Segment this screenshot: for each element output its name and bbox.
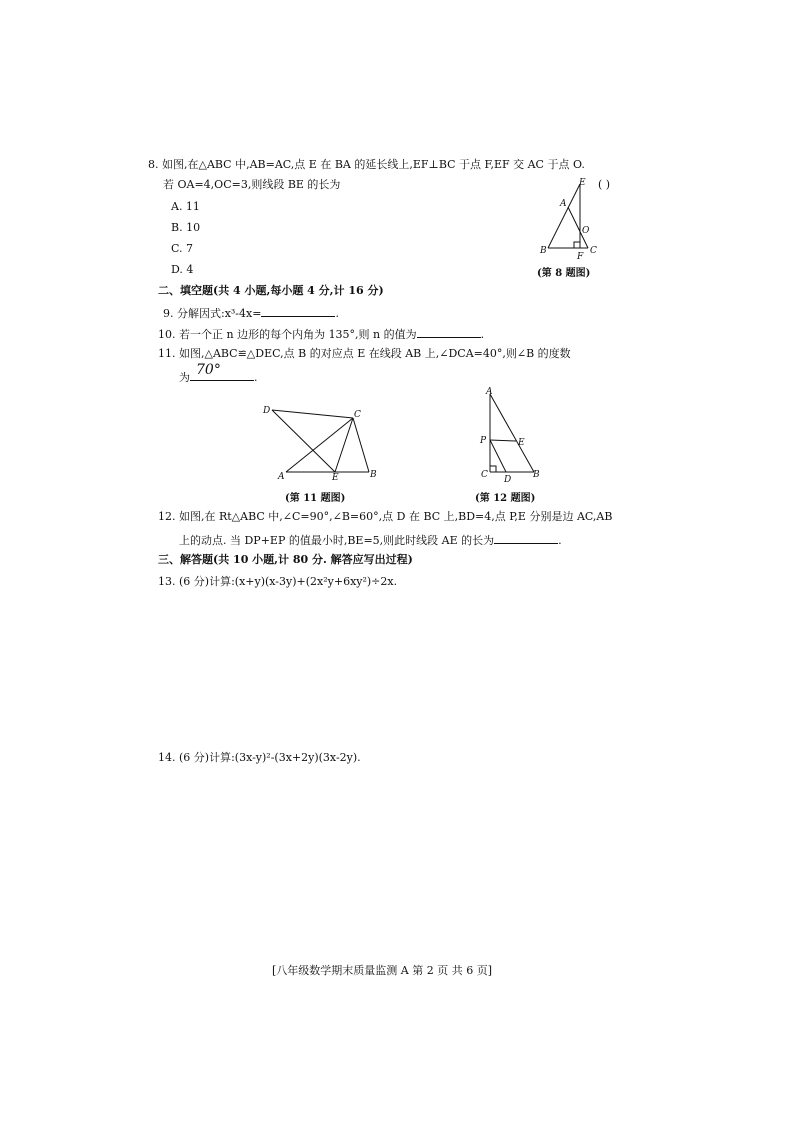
q8-option-c: C. 7 xyxy=(171,242,194,255)
q9-text: 9. 分解因式:x³-4x= xyxy=(163,307,262,320)
q12-figure xyxy=(474,386,544,486)
q8-answer-bracket: ( ) xyxy=(598,178,611,191)
q12-right-angle-mark xyxy=(490,466,496,472)
q12-segment-pd xyxy=(490,440,506,472)
q12-end: . xyxy=(558,534,562,547)
q11-end: . xyxy=(254,371,258,384)
q12-label-e: E xyxy=(518,438,525,448)
q11-segment-dc xyxy=(272,410,353,418)
q8-label-a: A xyxy=(560,199,567,209)
q14-answer-area[interactable] xyxy=(158,770,638,950)
section-3-heading: 三、解答题(共 10 小题,计 80 分. 解答应写出过程) xyxy=(158,553,413,566)
q12-segment-pe xyxy=(490,440,516,441)
q8-segment-be xyxy=(548,184,580,248)
q11-segment-de xyxy=(272,410,335,472)
q11-label-a: A xyxy=(278,472,285,480)
q13: 13. (6 分)计算:(x+y)(x-3y)+(2x²y+6xy²)÷2x. xyxy=(158,575,398,588)
q14: 14. (6 分)计算:(3x-y)²-(3x+2y)(3x-2y). xyxy=(158,751,361,764)
q8-option-d: D. 4 xyxy=(171,263,194,276)
q8-figure xyxy=(530,176,605,260)
page-footer: [八年级数学期末质量监测 A 第 2 页 共 6 页] xyxy=(272,964,492,977)
q11-handwritten-answer: 70° xyxy=(196,362,221,378)
q11-label-c: C xyxy=(354,410,361,420)
q12-label-a: A xyxy=(486,387,493,397)
q11-answer-blank[interactable] xyxy=(190,362,254,381)
q8-caption: (第 8 题图) xyxy=(537,268,591,279)
q11-label-e: E xyxy=(332,473,339,480)
q12-line2 xyxy=(179,532,562,548)
q12-label-b: B xyxy=(533,470,540,480)
q9-answer-blank[interactable] xyxy=(261,305,335,317)
q10-answer-blank[interactable] xyxy=(417,326,481,338)
q11-segment-ec xyxy=(335,418,353,472)
q12-caption: (第 12 题图) xyxy=(475,493,536,504)
q11-prefix: 为 xyxy=(179,371,190,384)
q11-label-d: D xyxy=(263,406,271,416)
q10-end: . xyxy=(480,328,485,341)
q8-label-o: O xyxy=(582,226,590,236)
q9 xyxy=(163,305,339,321)
q8-option-a: A. 11 xyxy=(171,200,200,213)
q12-label-c: C xyxy=(481,470,488,480)
q11-line2 xyxy=(179,362,258,385)
q11-figure xyxy=(258,402,382,480)
q8-line1: 8. 如图,在△ABC 中,AB=AC,点 E 在 BA 的延长线上,EF⊥BC 于点 F,EF 交 AC 于点 O. xyxy=(148,158,585,171)
q12-label-d: D xyxy=(504,475,512,485)
q8-label-f: F xyxy=(577,252,584,260)
q8-line2: 若 OA=4,OC=3,则线段 BE 的长为 xyxy=(163,178,341,191)
q13-answer-area[interactable] xyxy=(158,594,638,744)
q11-label-b: B xyxy=(370,470,377,480)
q12-label-p: P xyxy=(480,436,487,446)
q10 xyxy=(158,326,484,342)
q12-segment-ab xyxy=(490,394,534,472)
q8-label-c: C xyxy=(590,246,597,256)
q11-caption: (第 11 题图) xyxy=(285,493,346,504)
q8-label-e: E xyxy=(579,178,586,188)
q12-text: 上的动点. 当 DP+EP 的值最小时,BE=5,则此时线段 AE 的长为 xyxy=(179,534,495,547)
q8-option-b: B. 10 xyxy=(171,221,201,234)
q11-segment-bc xyxy=(353,418,369,472)
q12-answer-blank[interactable] xyxy=(494,532,558,544)
q8-label-b: B xyxy=(540,246,547,256)
q10-text: 10. 若一个正 n 边形的每个内角为 135°,则 n 的值为 xyxy=(158,328,417,341)
q11-line1: 11. 如图,△ABC≌△DEC,点 B 的对应点 E 在线段 AB 上,∠DCA=40°,则∠B 的度数 xyxy=(158,347,571,360)
q12-line1: 12. 如图,在 Rt△ABC 中,∠C=90°,∠B=60°,点 D 在 BC 上,BD=4,点 P,E 分别是边 AC,AB xyxy=(158,510,613,523)
q9-end: . xyxy=(335,307,339,320)
section-2-heading: 二、填空题(共 4 小题,每小题 4 分,计 16 分) xyxy=(158,284,384,297)
q11-segment-ac xyxy=(286,418,353,472)
q8-right-angle-mark xyxy=(574,242,580,248)
